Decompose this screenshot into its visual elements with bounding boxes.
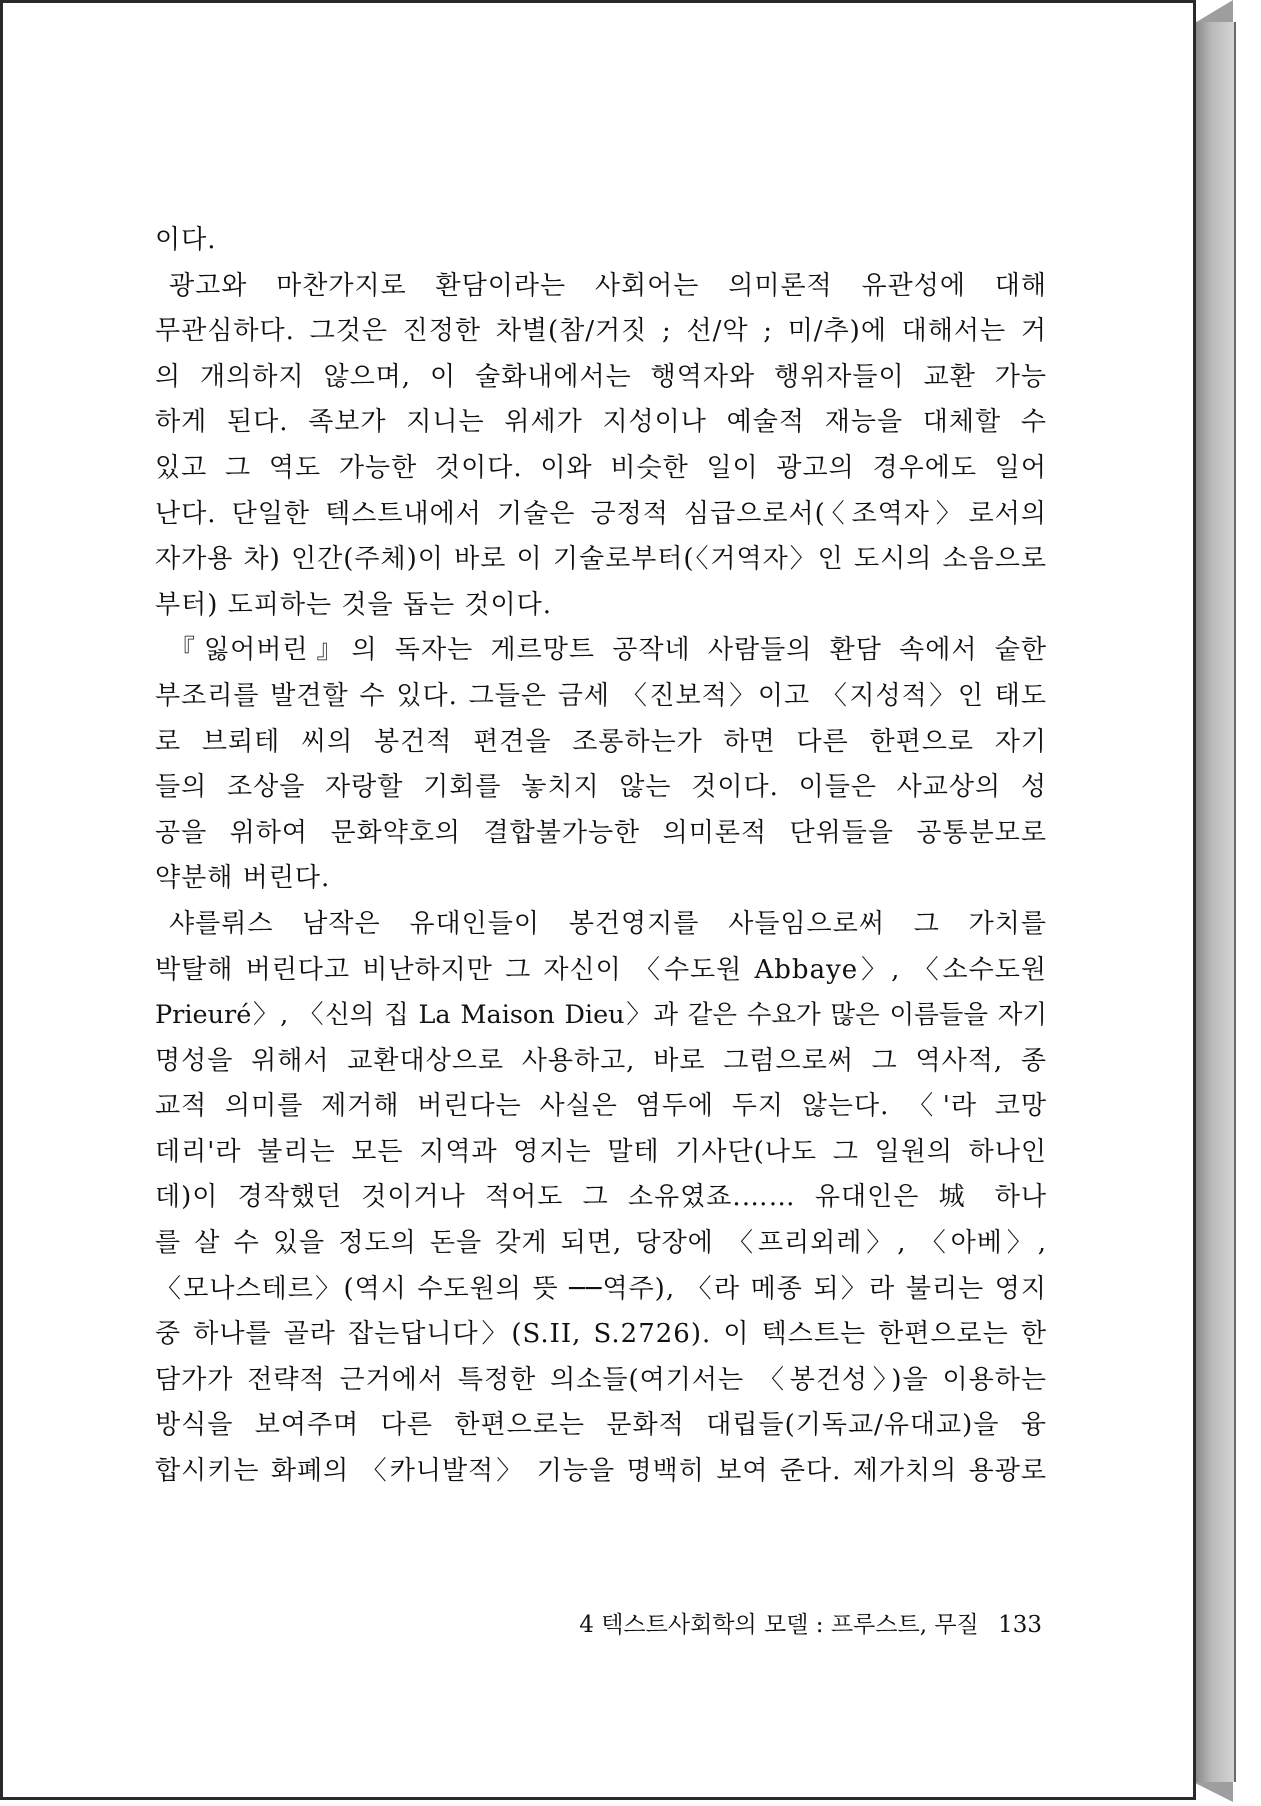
text-line: 광고와 마찬가지로 환담이라는 사회어는 의미론적 유관성에 대해 bbox=[169, 270, 1047, 301]
text-line: 방식을 보여주며 다른 한편으로는 문화적 대립들(기독교/유대교)을 융 bbox=[155, 1410, 1047, 1441]
text-line: 부조리를 발견할 수 있다. 그들은 금세 〈진보적〉이고 〈지성적〉인 태도 bbox=[155, 680, 1047, 711]
text-line: 하게 된다. 족보가 지니는 위세가 지성이나 예술적 재능을 대체할 수 bbox=[155, 407, 1047, 438]
text-line: 중 하나를 골라 잡는답니다〉(S.II, S.2726). 이 텍스트는 한편으로는 한 bbox=[155, 1319, 1047, 1350]
text-line: 샤를뤼스 남작은 유대인들이 봉건영지를 사들임으로써 그 가치를 bbox=[169, 908, 1047, 939]
page-edge-top bbox=[1193, 0, 1233, 24]
text-line: 합시키는 화폐의 〈카니발적〉 기능을 명백히 보여 준다. 제가치의 용광로 bbox=[155, 1456, 1047, 1487]
text-line: 로 브뢰테 씨의 봉건적 편견을 조롱하는가 하면 다른 한편으로 자기 bbox=[155, 726, 1047, 757]
running-footer bbox=[510, 1606, 1042, 1639]
text-line: 〈모나스테르〉(역시 수도원의 뜻 ──역주), 〈라 메종 되〉라 불리는 영지 bbox=[155, 1273, 1047, 1304]
text-line: 박탈해 버린다고 비난하지만 그 자신이 〈수도원 Abbaye〉, 〈소수도원 bbox=[155, 954, 1047, 985]
text-line: 데리'라 불리는 모든 지역과 영지는 말테 기사단(나도 그 일원의 하나인 bbox=[155, 1136, 1047, 1167]
text-line: 의 개의하지 않으며, 이 술화내에서는 행역자와 행위자들이 교환 가능 bbox=[155, 361, 1047, 392]
text-line: Prieuré〉, 〈신의 집 La Maison Dieu〉과 같은 수요가 많은 이름들을 자기 bbox=[155, 1000, 1047, 1031]
text-line: 공을 위하여 문화약호의 결합불가능한 의미론적 단위들을 공통분모로 bbox=[155, 817, 1047, 848]
text-line: 명성을 위해서 교환대상으로 사용하고, 바로 그럼으로써 그 역사적, 종 bbox=[155, 1045, 1047, 1076]
body-text bbox=[155, 218, 1047, 1495]
page-edge-bottom bbox=[1193, 1782, 1233, 1802]
text-line: 이다. bbox=[155, 225, 217, 255]
text-line: 약분해 버린다. bbox=[155, 863, 331, 894]
page-number: 133 bbox=[998, 1612, 1042, 1638]
text-line: 를 살 수 있을 정도의 돈을 갖게 되면, 당장에 〈프리외레〉, 〈아베〉, bbox=[155, 1228, 1047, 1259]
text-line: 있고 그 역도 가능한 것이다. 이와 비슷한 일이 광고의 경우에도 일어 bbox=[155, 452, 1047, 483]
text-line: 무관심하다. 그것은 진정한 차별(참/거짓 ; 선/악 ; 미/추)에 대해서는 거 bbox=[155, 316, 1047, 347]
text-line: 담가가 전략적 근거에서 특정한 의소들(여기서는 〈봉건성〉)을 이용하는 bbox=[155, 1364, 1047, 1395]
text-line: 데)이 경작했던 것이거나 적어도 그 소유였죠.…… 유대인은 城 하나 bbox=[155, 1182, 1047, 1213]
text-line: 교적 의미를 제거해 버린다는 사실은 염두에 두지 않는다. 〈'라 코망 bbox=[155, 1091, 1047, 1122]
text-line: 부터) 도피하는 것을 돕는 것이다. bbox=[155, 589, 552, 620]
chapter-title: 4 텍스트사회학의 모델 : 프루스트, 무질 bbox=[579, 1612, 979, 1638]
page-edge-shadow bbox=[1196, 22, 1236, 1782]
text-line: 들의 조상을 자랑할 기회를 놓치지 않는 것이다. 이들은 사교상의 성 bbox=[155, 772, 1047, 803]
text-line: 난다. 단일한 텍스트내에서 기술은 긍정적 심급으로서(〈조역자〉로서의 bbox=[155, 498, 1047, 529]
text-line: 자가용 차) 인간(주체)이 바로 이 기술로부터(〈거역자〉인 도시의 소음으로 bbox=[155, 544, 1047, 575]
text-line: 『잃어버린』의 독자는 게르망트 공작네 사람들의 환담 속에서 숱한 bbox=[169, 635, 1047, 666]
